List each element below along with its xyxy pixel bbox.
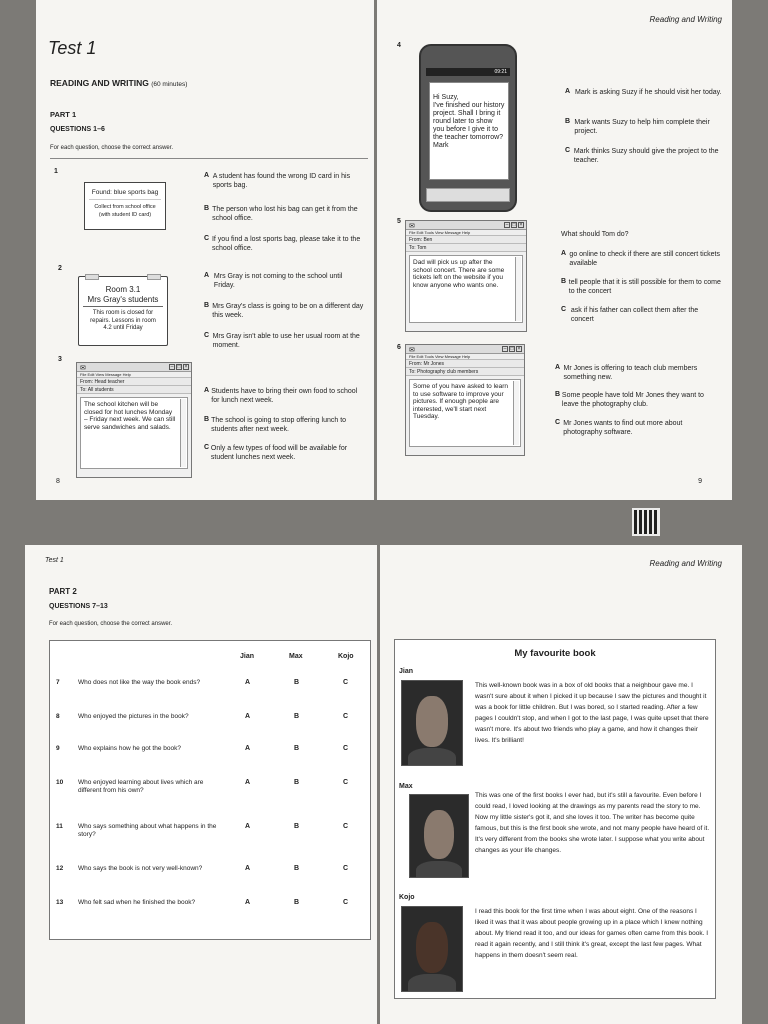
option-letter: B	[204, 416, 210, 423]
person-photo	[409, 794, 469, 878]
room-notice	[78, 276, 168, 346]
scrollbar[interactable]	[513, 381, 519, 445]
option-b[interactable]	[555, 391, 721, 409]
message-text: Dad will pick us up after the school concert. There are some tickets left on the website if you know anyone who wants one.	[413, 259, 505, 289]
table-row	[50, 745, 370, 771]
option-c[interactable]	[561, 306, 721, 324]
menu-bar: File Edit Tools View Message Help	[406, 354, 524, 360]
answer-b[interactable]: B	[294, 865, 300, 872]
part-label: PART 2	[49, 587, 77, 596]
option-letter: C	[561, 306, 567, 313]
question-number: 8	[56, 713, 60, 720]
page-11	[380, 545, 742, 1024]
option-letter: C	[555, 419, 561, 426]
question-number: 2	[58, 265, 62, 272]
option-b[interactable]	[561, 278, 721, 296]
divider	[50, 158, 368, 159]
answer-a[interactable]: A	[245, 779, 251, 786]
table-row	[50, 713, 370, 739]
table-row	[50, 865, 370, 891]
option-c[interactable]	[565, 147, 725, 165]
question-text: Who enjoyed the pictures in the book?	[78, 713, 189, 720]
title-bar	[406, 221, 526, 230]
option-letter: A	[561, 250, 567, 257]
pin-icon	[147, 274, 161, 280]
option-b[interactable]	[204, 302, 364, 320]
question-text: Who does not like the way the book ends?	[78, 679, 201, 686]
answer-c[interactable]: C	[343, 899, 349, 906]
option-letter: B	[565, 118, 571, 125]
answer-b[interactable]: B	[294, 679, 300, 686]
room-class: Mrs Gray's students	[83, 295, 163, 307]
minimize-icon[interactable]: –	[505, 222, 509, 228]
option-b[interactable]	[565, 118, 725, 136]
option-text: Mark thinks Suzy should give the project to the teacher.	[573, 148, 719, 164]
option-letter: C	[204, 444, 210, 451]
answer-c[interactable]: C	[343, 865, 349, 872]
from-field: From: Head teacher	[77, 378, 191, 386]
option-text: Some people have told Mr Jones they want to leave the photography club.	[561, 392, 704, 408]
option-a[interactable]	[204, 387, 364, 405]
question-number: 1	[54, 168, 58, 175]
person-photo	[401, 680, 463, 766]
option-c[interactable]	[204, 235, 364, 253]
option-c[interactable]	[204, 444, 364, 462]
question-number: 10	[56, 779, 64, 786]
envelope-icon: ✉	[409, 223, 415, 230]
person-text: This well-known book was in a box of old books that a neighbour gave me. I wasn't sure about it when I picked it up because I saw the pictures and thought it was a book for little children. But I was bored, so I started reading. After a few pages I couldn't stop, and when I got to the last page, I was quite upset that there wasn't more. It's about two friends who play a game, and how it changes their lives. It's brilliant!	[475, 682, 709, 744]
from-field: From: Ben	[406, 236, 526, 244]
option-b[interactable]	[204, 416, 364, 434]
option-text: Mrs Gray is not coming to the school until Friday.	[213, 273, 343, 289]
email-window	[405, 220, 527, 332]
envelope-icon: ✉	[80, 365, 86, 372]
message-bubble	[429, 82, 509, 180]
table-row	[50, 679, 370, 705]
question-text: Who says the book is not very well-known?	[78, 865, 203, 872]
to-field: To: All students	[77, 386, 191, 394]
close-icon[interactable]: ×	[519, 222, 523, 228]
column-header: Jian	[240, 653, 255, 660]
option-text: The person who lost his bag can get it from the school office.	[212, 206, 358, 222]
question-number: 4	[397, 42, 401, 49]
message-body	[409, 379, 521, 447]
column-header: Kojo	[338, 653, 354, 660]
option-letter: A	[204, 387, 210, 394]
page-8	[36, 0, 374, 500]
from-field: From: Mr Jones	[406, 360, 524, 368]
question-number: 6	[397, 344, 401, 351]
page-number: 8	[56, 478, 60, 485]
option-text: ask if his father can collect them after the concert	[570, 307, 699, 323]
question-text: Who felt sad when he finished the book?	[78, 899, 196, 906]
option-letter: B	[204, 302, 210, 309]
message-body	[409, 255, 523, 323]
option-letter: A	[204, 272, 210, 279]
room-body: This room is closed for repairs. Lessons in room 4.2 until Friday	[90, 310, 156, 331]
part-label: PART 1	[50, 110, 77, 119]
message-body	[80, 397, 188, 469]
option-text: go online to check if there are still concert tickets available	[569, 251, 720, 267]
page-number: 9	[698, 478, 702, 485]
answer-c[interactable]: C	[343, 679, 349, 686]
option-text: Mrs Gray's class is going to be on a different day this week.	[212, 303, 364, 319]
question-number: 5	[397, 218, 401, 225]
option-text: Mr Jones is offering to teach club members something new.	[563, 365, 698, 381]
minimize-icon[interactable]: –	[503, 346, 507, 352]
section-name: READING AND WRITING	[50, 78, 149, 88]
sms-text: Hi Suzy, I've finished our history project. Shall I bring it round later to show you before I give it to the teacher tomorrow? Mark	[433, 94, 505, 149]
answer-c[interactable]: C	[343, 713, 349, 720]
questions-label: QUESTIONS 1–6	[50, 126, 105, 133]
minimize-icon[interactable]: –	[170, 364, 174, 370]
option-letter: B	[555, 391, 561, 398]
answer-a[interactable]: A	[245, 899, 251, 906]
option-c[interactable]	[204, 332, 364, 350]
person-name: Kojo	[399, 894, 415, 901]
question-number: 13	[56, 899, 64, 906]
notice-line: Collect from school office	[94, 204, 156, 210]
qr-code-icon[interactable]	[632, 508, 660, 536]
option-letter: C	[204, 235, 210, 242]
option-letter: C	[565, 147, 571, 154]
option-text: Students have to bring their own food to school for lunch next week.	[211, 388, 358, 404]
option-text: Mrs Gray isn't able to use her usual room at the moment.	[212, 333, 360, 349]
maximize-icon[interactable]: □	[177, 364, 181, 370]
lost-bag-notice	[84, 182, 166, 230]
question-number: 12	[56, 865, 64, 872]
person-name: Jian	[399, 668, 414, 675]
answer-c[interactable]: C	[343, 823, 349, 830]
email-window	[76, 362, 192, 478]
answer-b[interactable]: B	[294, 779, 300, 786]
notice-line: (with student ID card)	[98, 212, 152, 218]
running-header: Test 1	[45, 557, 64, 564]
article-box	[394, 639, 716, 999]
option-letter: A	[565, 88, 571, 95]
question-text: Who says something about what happens in the story?	[78, 823, 217, 838]
table-row	[50, 823, 370, 849]
question-prompt: What should Tom do?	[561, 231, 629, 238]
running-header: Reading and Writing	[649, 15, 722, 24]
table-row	[50, 779, 370, 805]
pin-icon	[85, 274, 99, 280]
message-text: Some of you have asked to learn to use software to improve your pictures. If enough people are interested, we'll start next Tuesday.	[413, 383, 509, 420]
instruction: For each question, choose the correct answer.	[50, 145, 174, 151]
menu-bar: File Edit Tools View Message Help	[406, 230, 526, 236]
close-icon[interactable]: ×	[517, 346, 521, 352]
article-title: My favourite book	[514, 648, 596, 659]
instruction: For each question, choose the correct answer.	[49, 621, 173, 627]
page-10	[25, 545, 377, 1024]
option-text: Mark wants Suzy to help him complete their project.	[574, 119, 710, 135]
status-bar	[426, 68, 510, 76]
answer-b[interactable]: B	[294, 745, 300, 752]
option-text: The school is going to stop offering lunch to students after next week.	[211, 417, 347, 433]
running-header: Reading and Writing	[649, 559, 722, 568]
option-letter: B	[561, 278, 567, 285]
questions-label: QUESTIONS 7–13	[49, 603, 108, 610]
test-title: Test 1	[48, 38, 97, 58]
person-text: This was one of the first books I ever had, but it's still a favourite. Even before I could read, I loved looking at the drawings as my parents read the story to me. Now my little sister's got it, and she loves it too. The writer has become quite famous, but this is the first book she wrote, and not many people have heard of it. It's very different from the books she wrote later. I suppose what you write about changes as your life changes.	[475, 792, 710, 854]
answer-a[interactable]: A	[245, 713, 251, 720]
option-text: Mark is asking Suzy if he should visit her today.	[575, 89, 722, 96]
option-text: Only a few types of food will be available for student lunches next week.	[210, 445, 348, 461]
column-header: Max	[289, 653, 303, 660]
option-letter: B	[204, 205, 210, 212]
option-a[interactable]	[561, 250, 721, 268]
maximize-icon[interactable]: □	[510, 346, 514, 352]
section-title	[50, 78, 187, 88]
close-icon[interactable]: ×	[184, 364, 188, 370]
option-letter: C	[204, 332, 210, 339]
person-photo	[401, 906, 463, 992]
answer-c[interactable]: C	[343, 779, 349, 786]
maximize-icon[interactable]: □	[512, 222, 516, 228]
answer-a[interactable]: A	[245, 679, 251, 686]
answer-c[interactable]: C	[343, 745, 349, 752]
option-text: If you find a lost sports bag, please take it to the school office.	[211, 236, 361, 252]
option-text: A student has found the wrong ID card in his sports bag.	[212, 173, 351, 189]
answer-a[interactable]: A	[245, 745, 251, 752]
clock: 09:21	[494, 69, 507, 75]
answer-b[interactable]: B	[294, 823, 300, 830]
question-table	[49, 640, 371, 940]
email-window	[405, 344, 525, 456]
option-a[interactable]	[555, 364, 721, 382]
envelope-icon: ✉	[409, 347, 415, 354]
question-text: Who enjoyed learning about lives which are different from his own?	[78, 779, 204, 794]
option-text: tell people that it is still possible for them to come to the concert	[568, 279, 721, 295]
menu-bar: File Edit View Message Help	[77, 372, 191, 378]
message-text: The school kitchen will be closed for hot lunches Monday – Friday next week. We can still serve sandwiches and salads.	[84, 401, 176, 431]
option-a[interactable]	[565, 88, 725, 97]
option-letter: A	[555, 364, 561, 371]
option-text: Mr Jones wants to find out more about photography software.	[563, 420, 683, 436]
to-field: To: Photography club members	[406, 368, 524, 376]
option-letter: A	[204, 172, 210, 179]
question-number: 9	[56, 745, 60, 752]
duration: (60 minutes)	[151, 81, 188, 88]
scrollbar[interactable]	[180, 399, 186, 467]
question-text: Who explains how he got the book?	[78, 745, 181, 752]
answer-a[interactable]: A	[245, 865, 251, 872]
title-bar	[77, 363, 191, 372]
question-number: 7	[56, 679, 60, 686]
option-c[interactable]	[555, 419, 721, 437]
table-row	[50, 899, 370, 925]
answer-b[interactable]: B	[294, 899, 300, 906]
question-number: 3	[58, 356, 62, 363]
option-b[interactable]	[204, 205, 364, 223]
person-name: Max	[399, 783, 413, 790]
answer-b[interactable]: B	[294, 713, 300, 720]
title-bar	[406, 345, 524, 354]
question-number: 11	[56, 823, 63, 830]
room-number: Room 3.1	[105, 285, 141, 294]
scrollbar[interactable]	[515, 257, 521, 321]
option-a[interactable]	[204, 272, 364, 290]
answer-a[interactable]: A	[245, 823, 251, 830]
to-field: To: Tom	[406, 244, 526, 252]
keyboard[interactable]	[426, 188, 510, 202]
option-a[interactable]	[204, 172, 364, 190]
person-text: I read this book for the first time when I was about eight. One of the reasons I liked it was that it was about people growing up in a place which I knew nothing about. My friend read it too, and our ideas for games often came from this book. I read it again recently, and I still think it's great, except the last few pages. What happens in them doesn't seem real.	[475, 908, 709, 959]
page-9	[377, 0, 732, 500]
notice-line: Found: blue sports bag	[89, 189, 161, 200]
phone	[419, 44, 517, 212]
